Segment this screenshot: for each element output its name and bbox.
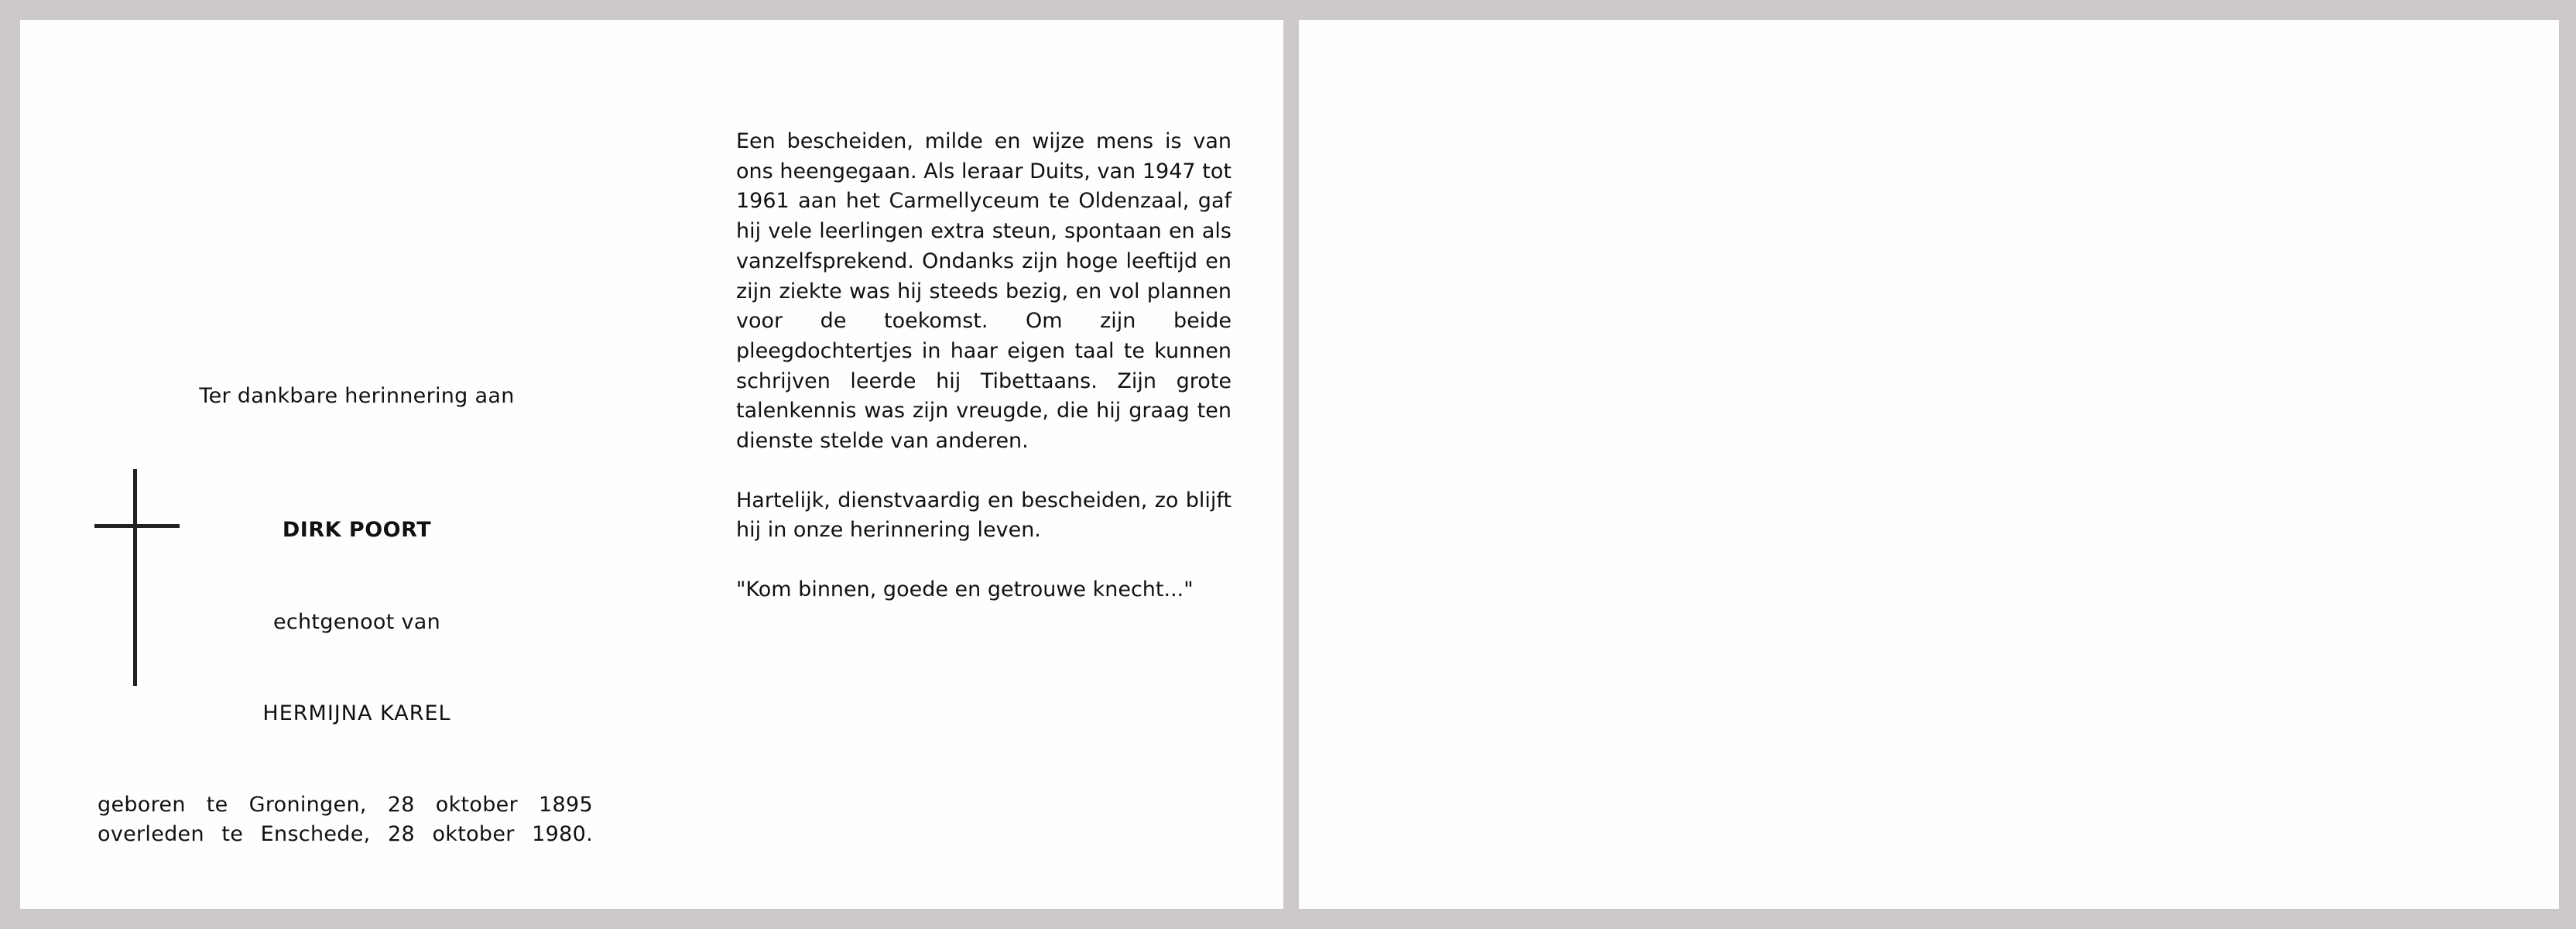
death-line [98, 820, 593, 849]
life-dates [98, 790, 593, 849]
birth-place: Groningen, [248, 793, 367, 817]
memorial-text [736, 127, 1231, 635]
death-place: Enschede, [260, 822, 371, 846]
memorial-card-left [20, 20, 1283, 909]
birth-te: te [206, 793, 228, 817]
spouse-label: echtgenoot van [272, 610, 441, 634]
deceased-name: DIRK POORT [282, 518, 432, 542]
birth-line [98, 790, 593, 820]
cross-icon [94, 469, 180, 686]
birth-day: 28 [387, 793, 415, 817]
memorial-paragraph-2: Hartelijk, dienstvaardig en bescheiden, zo blijft hij in onze herinnering leven. [736, 488, 1231, 543]
memorial-paragraph-1: Een bescheiden, milde en wijze mens is van ons heengegaan. Als leraar Duits, van 1947 tot 1961 aan het Carmellyceum te Oldenzaal, gaf hij vele leerlingen extra steun, spontaan en als vanzelfsprekend. Ondanks zijn hoge leeftijd en zijn ziekte was hij steeds bezig, en vol plannen voor de toekomst. Om zijn beide pleegdochtertjes in haar eigen taal te kunnen schrijven leerde hij Tibettaans. Zijn grote talenkennis was zijn vreugde, die hij graag ten dienste stelde van anderen. [736, 129, 1231, 454]
death-label: overleden [98, 822, 204, 846]
birth-month: oktober [435, 793, 518, 817]
spouse-name: HERMIJNA KAREL [262, 701, 451, 725]
death-month: oktober [432, 822, 515, 846]
memorial-card-right [1299, 20, 2559, 909]
birth-year: 1895 [539, 793, 593, 817]
death-year: 1980. [532, 822, 593, 846]
intro-text: Ter dankbare herinnering aan [199, 384, 515, 408]
death-te: te [221, 822, 244, 846]
memorial-quote: "Kom binnen, goede en getrouwe knecht..." [736, 578, 1194, 602]
birth-label: geboren [98, 793, 186, 817]
death-day: 28 [388, 822, 415, 846]
